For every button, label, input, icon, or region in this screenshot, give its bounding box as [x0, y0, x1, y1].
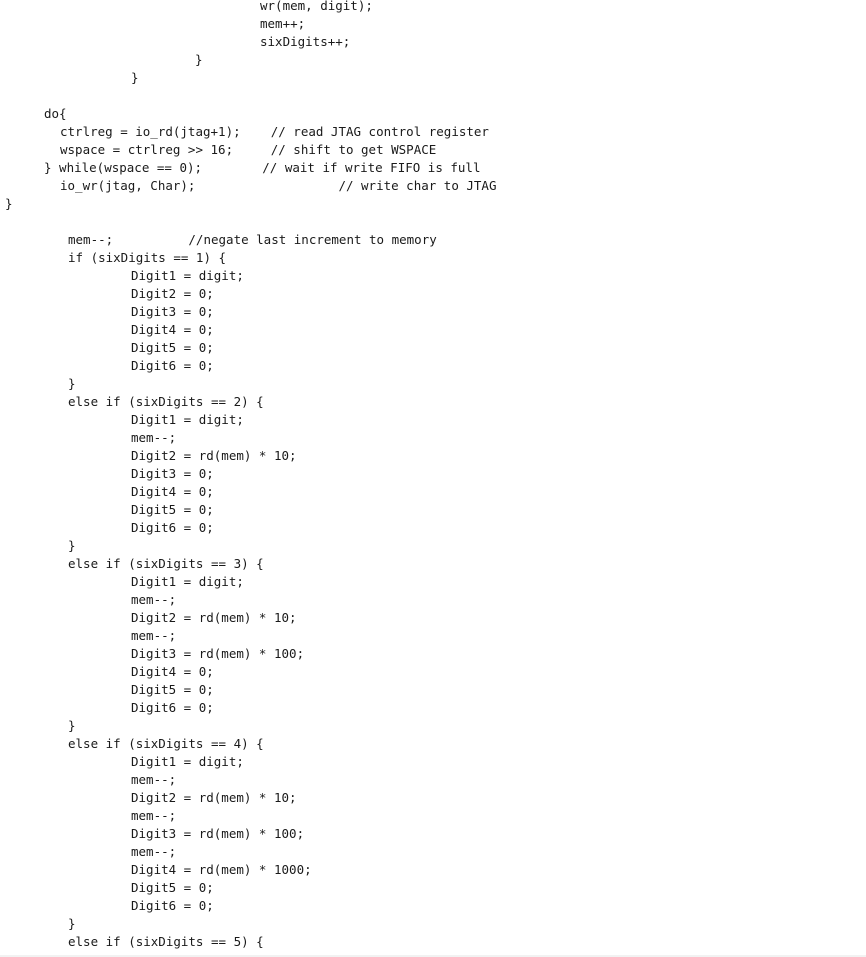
code-line: wr(mem, digit); [260, 0, 373, 13]
code-line: do{ [44, 106, 67, 121]
code-line: if (sixDigits == 1) { [68, 250, 227, 265]
code-line: wspace = ctrlreg >> 16; // shift to get WSPACE [60, 142, 437, 157]
code-line: Digit5 = 0; [131, 880, 214, 895]
code-line: mem--; [131, 628, 177, 643]
code-line: else if (sixDigits == 5) { [68, 934, 264, 949]
code-line: Digit1 = digit; [131, 412, 244, 427]
code-line: } [68, 916, 76, 931]
code-line: mem--; //negate last increment to memory [68, 232, 437, 247]
code-line: } [68, 376, 76, 391]
code-line: mem--; [131, 772, 177, 787]
code-line: Digit5 = 0; [131, 502, 214, 517]
code-line: Digit3 = rd(mem) * 100; [131, 646, 305, 661]
code-line: Digit4 = 0; [131, 664, 214, 679]
code-line: mem--; [131, 430, 177, 445]
code-line: } [68, 718, 76, 733]
code-line: mem--; [131, 844, 177, 859]
code-line: else if (sixDigits == 2) { [68, 394, 264, 409]
code-line: Digit1 = digit; [131, 754, 244, 769]
code-line: Digit3 = 0; [131, 304, 214, 319]
code-line: } [5, 196, 13, 211]
code-line: Digit6 = 0; [131, 520, 214, 535]
code-line: Digit4 = rd(mem) * 1000; [131, 862, 312, 877]
code-line: Digit4 = 0; [131, 484, 214, 499]
code-line: } [131, 70, 139, 85]
code-line: io_wr(jtag, Char); // write char to JTAG [60, 178, 497, 193]
code-line: Digit2 = rd(mem) * 10; [131, 610, 297, 625]
code-line: } while(wspace == 0); // wait if write FIFO is full [44, 160, 481, 175]
code-line: sixDigits++; [260, 34, 351, 49]
code-line: Digit6 = 0; [131, 358, 214, 373]
code-line: mem--; [131, 592, 177, 607]
code-line: Digit1 = digit; [131, 268, 244, 283]
code-line: Digit3 = rd(mem) * 100; [131, 826, 305, 841]
code-line: Digit4 = 0; [131, 322, 214, 337]
code-line: } [195, 52, 203, 67]
code-line: Digit1 = digit; [131, 574, 244, 589]
code-line: else if (sixDigits == 3) { [68, 556, 264, 571]
code-line: Digit2 = 0; [131, 286, 214, 301]
code-line: Digit3 = 0; [131, 466, 214, 481]
code-line: Digit6 = 0; [131, 700, 214, 715]
code-line: Digit2 = rd(mem) * 10; [131, 790, 297, 805]
code-line: } [68, 538, 76, 553]
code-line: mem++; [260, 16, 306, 31]
code-line: ctrlreg = io_rd(jtag+1); // read JTAG control register [60, 124, 489, 139]
code-line: Digit2 = rd(mem) * 10; [131, 448, 297, 463]
code-line: Digit5 = 0; [131, 340, 214, 355]
code-line: Digit5 = 0; [131, 682, 214, 697]
code-line: mem--; [131, 808, 177, 823]
code-line: Digit6 = 0; [131, 898, 214, 913]
code-line: else if (sixDigits == 4) { [68, 736, 264, 751]
